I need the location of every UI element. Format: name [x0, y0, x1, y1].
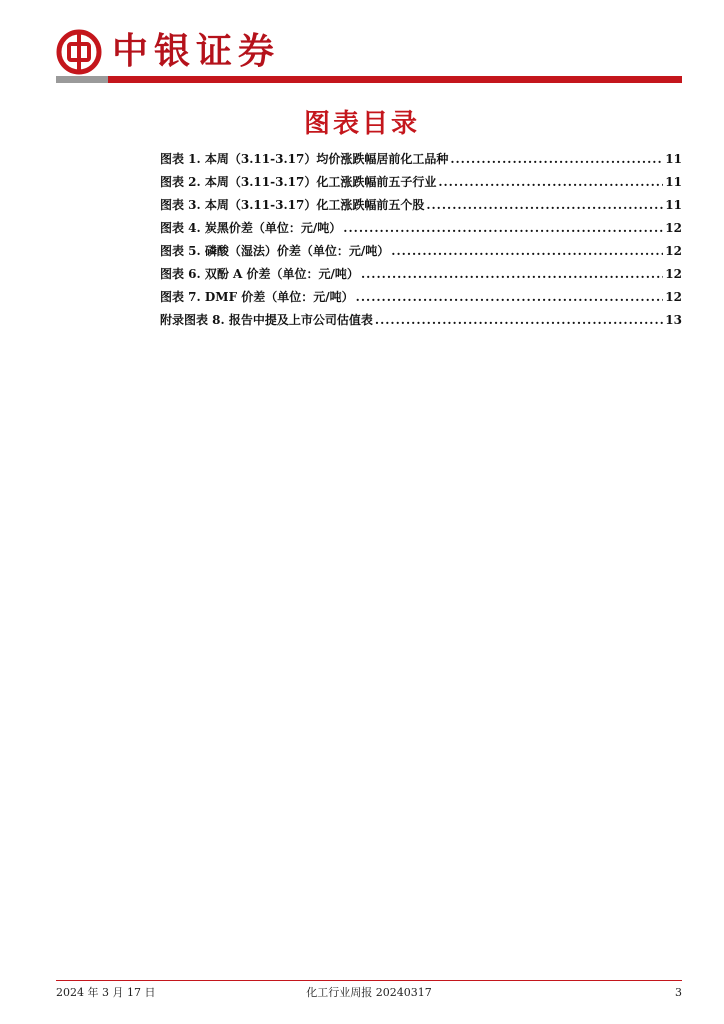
toc-dot-leader [361, 267, 663, 281]
header-rule-red [108, 76, 682, 83]
toc-entry-label: 图表 7. DMF 价差（单位：元/吨） [160, 290, 354, 304]
toc-entry-label: 图表 6. 双酚 A 价差（单位：元/吨） [160, 267, 359, 281]
toc-entry-page: 12 [665, 244, 682, 258]
page-header [56, 28, 280, 76]
footer-date: 2024 年 3 月 17 日 [56, 986, 156, 999]
toc-dot-leader [375, 313, 663, 327]
toc-entry-1[interactable] [160, 150, 682, 173]
table-of-figures [160, 150, 682, 334]
toc-entry-page: 11 [665, 198, 682, 212]
toc-entry-label: 附录图表 8. 报告中提及上市公司估值表 [160, 313, 373, 327]
toc-entry-page: 12 [665, 290, 682, 304]
toc-entry-page: 12 [665, 267, 682, 281]
toc-entry-label: 图表 1. 本周（3.11-3.17）均价涨跌幅居前化工品种 [160, 152, 449, 166]
toc-dot-leader [343, 221, 663, 235]
brand-name: 中银证券 [112, 31, 281, 72]
toc-title: 图表目录 [303, 109, 420, 139]
footer-report-name: 化工行业周报 20240317 [306, 986, 432, 999]
toc-entry-4[interactable] [160, 219, 682, 242]
toc-entry-6[interactable] [160, 265, 682, 288]
toc-entry-label: 图表 2. 本周（3.11-3.17）化工涨跌幅前五子行业 [160, 175, 437, 189]
toc-dot-leader [391, 244, 663, 258]
toc-entry-page: 11 [665, 152, 682, 166]
page-footer [56, 985, 682, 1001]
toc-dot-leader [438, 175, 663, 189]
toc-entry-label: 图表 4. 炭黑价差（单位：元/吨） [160, 221, 342, 235]
toc-dot-leader [450, 152, 663, 166]
footer-page-number: 3 [675, 986, 682, 999]
footer-rule [56, 980, 682, 981]
toc-entry-5[interactable] [160, 242, 682, 265]
toc-entry-7[interactable] [160, 288, 682, 311]
toc-entry-label: 图表 5. 磷酸（湿法）价差（单位：元/吨） [160, 244, 390, 258]
toc-entry-page: 11 [665, 175, 682, 189]
toc-entry-page: 13 [665, 313, 682, 327]
toc-entry-8[interactable] [160, 311, 682, 334]
toc-dot-leader [356, 290, 664, 304]
bank-of-china-logo-icon [56, 29, 102, 75]
toc-dot-leader [426, 198, 663, 212]
toc-entry-2[interactable] [160, 173, 682, 196]
header-rule-gray [56, 76, 108, 83]
toc-entry-label: 图表 3. 本周（3.11-3.17）化工涨跌幅前五个股 [160, 198, 425, 212]
toc-entry-3[interactable] [160, 196, 682, 219]
header-rule [56, 76, 682, 83]
toc-entry-page: 12 [665, 221, 682, 235]
